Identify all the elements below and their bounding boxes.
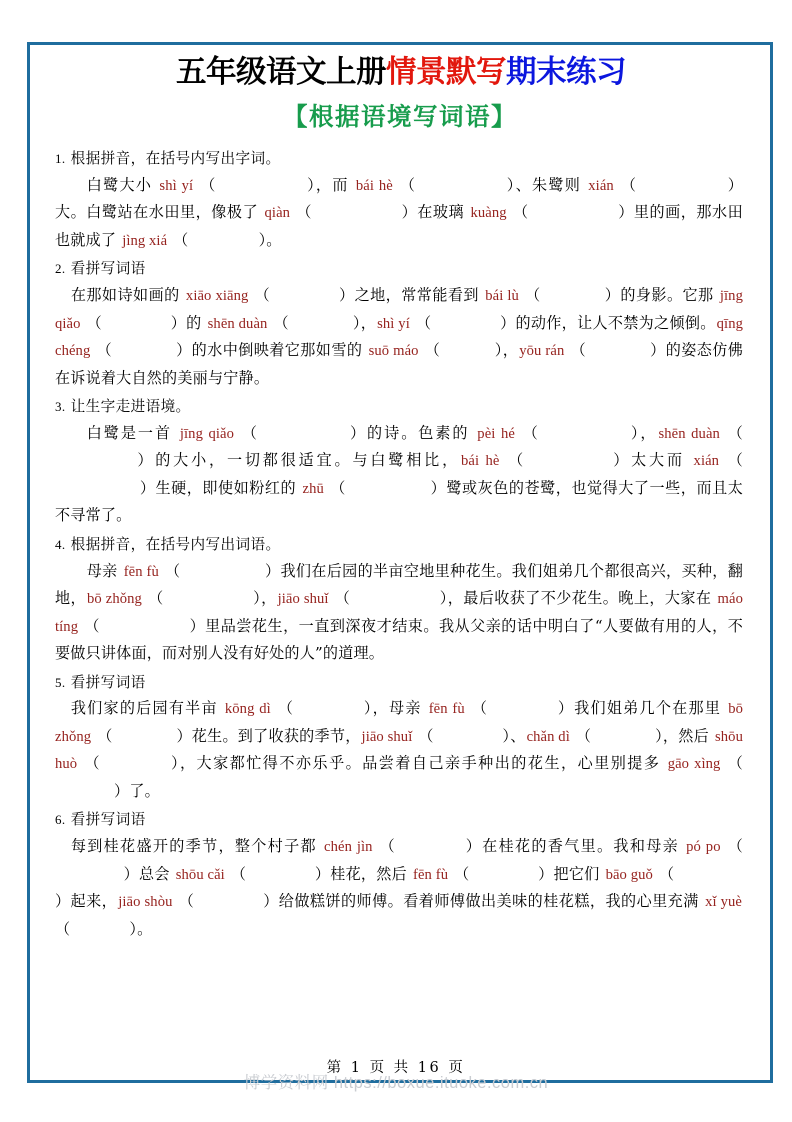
answer-blank[interactable] (591, 723, 655, 750)
question-paragraph (55, 558, 743, 668)
body-text: （ (225, 864, 247, 883)
pinyin-prompt: shēn duàn (207, 315, 268, 332)
pinyin-prompt: shēn duàn (658, 425, 720, 442)
pinyin-prompt: chǎn dì (526, 728, 570, 745)
answer-blank[interactable] (294, 695, 363, 722)
question-block (55, 808, 743, 943)
answer-blank[interactable] (540, 420, 629, 447)
body-text: （ (507, 203, 529, 222)
pinyin-prompt: jīng qiǎo (55, 288, 743, 332)
body-text: （ (249, 286, 271, 305)
body-text: ）、朱鹭则 (505, 175, 588, 194)
question-paragraph (55, 420, 743, 530)
body-text: （ (91, 341, 113, 360)
pinyin-prompt: bō zhǒng (55, 701, 744, 745)
answer-blank[interactable] (188, 227, 258, 254)
body-text: （ (173, 892, 195, 911)
body-text: ）， (352, 313, 377, 332)
pinyin-prompt: yōu rán (519, 343, 565, 360)
page-subtitle: 【根据语境写词语】 (283, 102, 517, 132)
question-block (55, 395, 743, 530)
body-text: （ (142, 589, 164, 608)
body-text: （ (720, 451, 744, 470)
body-text: ）， (629, 423, 658, 442)
body-text: （ (515, 423, 540, 442)
answer-blank[interactable] (350, 585, 439, 612)
page-number-label: 第 1 页 共 16 页 (326, 1060, 466, 1076)
pinyin-prompt: xǐ yuè (705, 894, 742, 911)
answer-blank[interactable] (434, 723, 503, 750)
answer-blank[interactable] (55, 778, 114, 805)
page-title (55, 56, 743, 90)
answer-blank[interactable] (529, 199, 618, 226)
answer-blank[interactable] (112, 337, 176, 364)
body-text: ），大家都忙得不亦乐乎。品尝着自己亲手种出的花生，心里别提多 (169, 754, 667, 773)
body-text: ）花生。到了收获的季节， (176, 726, 361, 745)
body-text: （ (194, 175, 217, 194)
body-text: （ (393, 175, 417, 194)
title-segment-topic: 情景默写 (386, 55, 506, 90)
body-text: （ (721, 754, 744, 773)
answer-blank[interactable] (55, 475, 139, 502)
pinyin-prompt: jiāo shuǐ (277, 591, 329, 608)
pinyin-prompt: shōu huò (55, 728, 743, 773)
body-text: ）的水中倒映着它那如雪的 (175, 341, 368, 360)
body-text: （ (449, 864, 470, 883)
question-number: 2. (55, 261, 66, 277)
body-text: （ (465, 699, 489, 718)
body-text: （ (78, 754, 102, 773)
answer-blank[interactable] (396, 833, 465, 860)
body-text: （ (614, 175, 638, 194)
body-text: ）， (494, 341, 519, 360)
body-text: （ (653, 864, 675, 883)
body-text: ）把它们 (538, 864, 605, 883)
pinyin-prompt: zhū (302, 480, 324, 497)
pinyin-prompt: shì yí (377, 315, 410, 332)
question-heading-text: 看拼写词语 (65, 673, 146, 691)
body-text: （ (235, 423, 259, 442)
question-list (55, 147, 743, 943)
question-heading-text: 看拼写词语 (65, 811, 146, 829)
question-number: 4. (55, 536, 66, 552)
pinyin-prompt: bái hè (355, 177, 393, 194)
body-text: ），而 (305, 175, 355, 194)
body-text: ）的大小，一切都很适宜。与白鹭相比， (134, 451, 461, 470)
question-number: 5. (55, 674, 66, 690)
question-paragraph (55, 282, 743, 392)
body-text: （ (159, 561, 181, 580)
pinyin-prompt: xián (693, 453, 720, 470)
body-text: （ (410, 313, 432, 332)
question-heading (55, 257, 743, 281)
watermark-text: 博学资料网 https://boxue.ituoke.com.cn (243, 1074, 549, 1092)
question-heading (55, 671, 743, 695)
answer-blank[interactable] (70, 916, 129, 943)
body-text: ）。 (129, 919, 153, 938)
pinyin-prompt: pèi hé (477, 425, 515, 442)
body-text: （ (324, 478, 346, 497)
body-text: ）太大而 (610, 451, 693, 470)
question-heading (55, 533, 743, 557)
body-text: 每到桂花盛开的季节，整个村子都 (70, 837, 324, 856)
pinyin-prompt: gāo xìng (667, 756, 721, 773)
body-text: （ (55, 919, 71, 938)
body-text: ）在桂花的香气里。我和母亲 (464, 837, 686, 856)
question-heading-text: 让生字走进语境。 (65, 398, 191, 416)
body-text: ）鹭或灰色的苍鹭，也觉得大了一些，而且太不寻常了。 (55, 478, 744, 525)
question-block (55, 671, 743, 806)
question-paragraph (55, 833, 743, 943)
answer-blank[interactable] (102, 310, 171, 337)
answer-blank[interactable] (55, 447, 135, 474)
answer-blank[interactable] (259, 420, 348, 447)
body-text: ）的诗。色素的 (348, 423, 477, 442)
pinyin-prompt: fēn fù (428, 701, 465, 718)
pinyin-prompt: máo tíng (55, 591, 743, 635)
question-heading-text: 根据拼音，在括号内写出词语。 (65, 535, 281, 553)
answer-blank[interactable] (469, 861, 538, 888)
body-text: ）大。白鹭站在水田里，像极了 (55, 175, 744, 222)
body-text: ）了。 (114, 781, 160, 800)
question-paragraph (55, 695, 743, 805)
pinyin-prompt: bāo guǒ (605, 866, 653, 883)
answer-blank[interactable] (289, 310, 353, 337)
question-paragraph (55, 172, 743, 255)
body-text: ）。 (258, 230, 282, 249)
answer-blank[interactable] (246, 861, 315, 888)
answer-blank[interactable] (55, 861, 124, 888)
body-text: ）之地，常常能看到 (338, 286, 485, 305)
body-text: 我们家的后园有半亩 (70, 699, 224, 718)
body-text: （ (419, 341, 441, 360)
answer-blank[interactable] (113, 723, 177, 750)
question-heading-text: 根据拼音，在括号内写出字词。 (65, 150, 281, 168)
body-text: ）、 (502, 726, 526, 745)
body-text: ），然后 (655, 726, 714, 745)
question-heading-text: 看拼写词语 (65, 260, 146, 278)
body-text: ）， (252, 589, 277, 608)
body-text: ）给做糕饼的师傅。看着师傅做出美味的桂花糕，我的心里充满 (262, 892, 705, 911)
body-text: （ (168, 230, 189, 249)
question-block (55, 257, 743, 392)
body-text: （ (291, 203, 313, 222)
body-text: ）的姿态仿佛在诉说着大自然的美丽与宁静。 (55, 341, 744, 387)
answer-blank[interactable] (541, 282, 605, 309)
body-text: （ (268, 313, 289, 332)
pinyin-prompt: qīng chéng (55, 315, 743, 360)
body-text: （ (92, 726, 113, 745)
body-text: ）起来， (55, 892, 118, 911)
question-number: 3. (55, 399, 66, 415)
answer-blank[interactable] (440, 337, 494, 364)
pinyin-prompt: jīng qiǎo (179, 425, 235, 442)
title-segment-exam: 期末练习 (506, 55, 626, 90)
pinyin-prompt: pó po (686, 839, 721, 856)
answer-blank[interactable] (637, 172, 726, 199)
answer-blank[interactable] (312, 199, 401, 226)
body-text: （ (79, 616, 100, 635)
answer-blank[interactable] (270, 282, 339, 309)
question-block (55, 533, 743, 668)
pinyin-prompt: shì yí (159, 177, 194, 194)
answer-blank[interactable] (164, 585, 253, 612)
body-text: ）我们在后园的半亩空地里种花生。我们姐弟几个都很高兴，买种，翻地， (55, 561, 744, 608)
answer-blank[interactable] (101, 750, 170, 777)
body-text: ）里品尝花生，一直到深夜才结束。我从父亲的话中明白了“人要做有用的人，不要做只讲体面，而对别人没有好处的人”的道理。 (55, 616, 744, 663)
body-text: （ (570, 726, 592, 745)
body-text: ）的身影。它那 (604, 286, 719, 305)
body-text: ）桂花，然后 (314, 864, 412, 883)
pinyin-prompt: bái hè (461, 453, 500, 470)
body-text: （ (329, 589, 351, 608)
body-text: （ (413, 726, 434, 745)
answer-blank[interactable] (194, 888, 263, 915)
body-text: ）在玻璃 (401, 203, 470, 222)
body-text: （ (500, 451, 527, 470)
pinyin-prompt: xián (588, 177, 614, 194)
answer-blank[interactable] (346, 475, 430, 502)
pinyin-prompt: bō zhǒng (87, 591, 142, 608)
answer-blank[interactable] (416, 172, 505, 199)
pinyin-prompt: fēn fù (413, 866, 449, 883)
pinyin-prompt: qiàn (264, 205, 291, 222)
body-text: ）总会 (123, 864, 175, 883)
body-text: （ (81, 313, 103, 332)
question-heading (55, 147, 743, 171)
answer-blank[interactable] (431, 310, 500, 337)
pinyin-prompt: jìng xiá (122, 232, 168, 249)
pinyin-prompt: kuàng (470, 205, 507, 222)
body-text: ），最后收获了不少花生。晚上，大家在 (439, 589, 717, 608)
body-text: （ (373, 837, 397, 856)
body-text: ）我们姐弟几个在那里 (556, 699, 728, 718)
answer-blank[interactable] (180, 558, 264, 585)
body-text: ）的 (170, 313, 207, 332)
pinyin-prompt: jiāo shuǐ (361, 728, 413, 745)
body-text: ）生硬，即使如粉红的 (139, 478, 302, 497)
question-block (55, 147, 743, 254)
pinyin-prompt: kōng dì (224, 701, 271, 718)
answer-blank[interactable] (488, 695, 557, 722)
title-segment-grade: 五年级语文上册 (176, 55, 386, 90)
pinyin-prompt: shōu cǎi (175, 866, 225, 883)
question-number: 6. (55, 812, 66, 828)
pinyin-prompt: chén jìn (324, 839, 373, 856)
body-text: （ (721, 837, 743, 856)
answer-blank[interactable] (100, 613, 189, 640)
body-text: 白鹭大小 (86, 175, 159, 194)
question-number: 1. (55, 151, 66, 167)
pinyin-prompt: bái lù (485, 288, 519, 305)
pinyin-prompt: xiāo xiāng (185, 288, 249, 305)
body-text: 母亲 (86, 561, 123, 580)
body-text: ），母亲 (362, 699, 428, 718)
body-text: ）里的画，那水田也就成了 (55, 203, 743, 249)
pinyin-prompt: fēn fù (123, 563, 159, 580)
body-text: （ (720, 423, 743, 442)
body-text: （ (565, 341, 587, 360)
body-text: 白鹭是一首 (86, 423, 179, 442)
document-content (55, 56, 743, 946)
body-text: 在那如诗如画的 (70, 286, 185, 305)
answer-blank[interactable] (526, 447, 610, 474)
answer-blank[interactable] (217, 172, 306, 199)
question-heading (55, 808, 743, 832)
answer-blank[interactable] (586, 337, 650, 364)
pinyin-prompt: jiāo shòu (118, 894, 173, 911)
pinyin-prompt: suō máo (368, 343, 419, 360)
body-text: （ (271, 699, 295, 718)
answer-blank[interactable] (674, 861, 743, 888)
question-heading (55, 395, 743, 419)
page-footer (0, 1056, 792, 1092)
body-text: ）的动作，让人不禁为之倾倒。 (499, 313, 716, 332)
body-text: （ (519, 286, 541, 305)
